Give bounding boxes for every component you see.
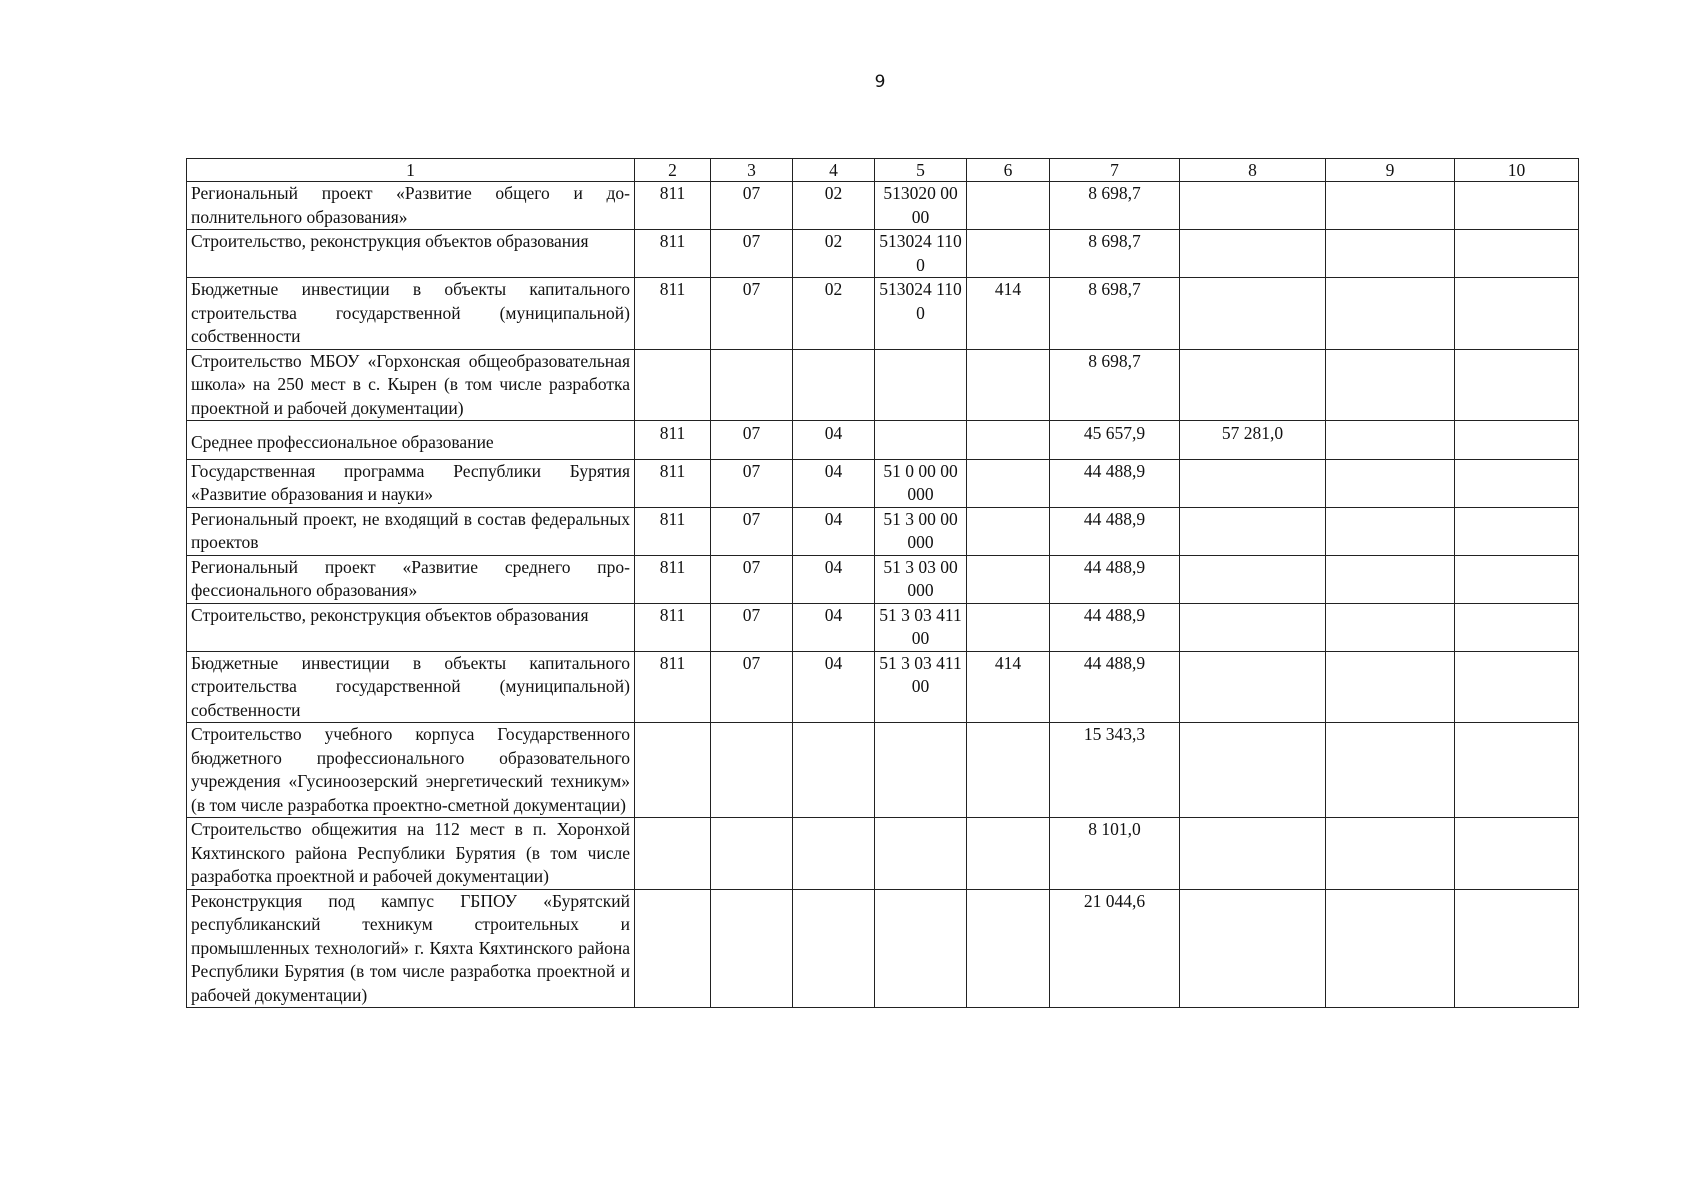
cell-ministry: 811 xyxy=(635,278,711,350)
budget-table xyxy=(186,158,1579,1008)
cell-subsection: 02 xyxy=(793,278,875,350)
cell-target-article xyxy=(875,889,967,1008)
cell-col10 xyxy=(1455,723,1579,818)
cell-amount: 8 101,0 xyxy=(1050,818,1180,890)
cell-col8: 57 281,0 xyxy=(1180,421,1326,460)
table-row xyxy=(187,459,1579,507)
cell-section: 07 xyxy=(711,421,793,460)
cell-section: 07 xyxy=(711,603,793,651)
cell-amount: 8 698,7 xyxy=(1050,182,1180,230)
cell-col10 xyxy=(1455,507,1579,555)
row-name: Региональный проект, не входящий в состав федеральных проектов xyxy=(187,507,635,555)
column-header: 5 xyxy=(875,159,967,182)
cell-col8 xyxy=(1180,230,1326,278)
cell-col10 xyxy=(1455,182,1579,230)
cell-col8 xyxy=(1180,182,1326,230)
cell-subsection xyxy=(793,818,875,890)
cell-target-article: 51 3 03 41100 xyxy=(875,603,967,651)
row-name: Региональный проект «Развитие среднего профессионального образования» xyxy=(187,555,635,603)
cell-amount: 44 488,9 xyxy=(1050,603,1180,651)
cell-col10 xyxy=(1455,421,1579,460)
cell-amount: 8 698,7 xyxy=(1050,278,1180,350)
table-row xyxy=(187,651,1579,723)
cell-subsection: 04 xyxy=(793,421,875,460)
cell-target-article: 513020 0000 xyxy=(875,182,967,230)
cell-col9 xyxy=(1326,230,1455,278)
cell-expense-type xyxy=(967,723,1050,818)
cell-col8 xyxy=(1180,818,1326,890)
cell-amount: 45 657,9 xyxy=(1050,421,1180,460)
cell-col9 xyxy=(1326,651,1455,723)
cell-expense-type: 414 xyxy=(967,651,1050,723)
cell-expense-type xyxy=(967,349,1050,421)
cell-target-article xyxy=(875,818,967,890)
cell-col10 xyxy=(1455,230,1579,278)
cell-subsection: 04 xyxy=(793,555,875,603)
table-row xyxy=(187,421,1579,460)
cell-target-article: 51 0 00 00000 xyxy=(875,459,967,507)
cell-expense-type xyxy=(967,555,1050,603)
cell-col9 xyxy=(1326,278,1455,350)
cell-section: 07 xyxy=(711,230,793,278)
cell-col9 xyxy=(1326,459,1455,507)
cell-col10 xyxy=(1455,818,1579,890)
cell-target-article: 51 3 03 00000 xyxy=(875,555,967,603)
row-name: Государственная программа Республики Бурятия «Развитие образования и науки» xyxy=(187,459,635,507)
row-name: Строительство общежития на 112 мест в п. Хоронхой Кяхтинского района Республики Бурятия (в том числе разработка проектной и рабочей документации) xyxy=(187,818,635,890)
cell-col9 xyxy=(1326,723,1455,818)
header-row xyxy=(187,159,1579,182)
cell-col10 xyxy=(1455,651,1579,723)
column-header: 8 xyxy=(1180,159,1326,182)
cell-expense-type xyxy=(967,603,1050,651)
cell-subsection: 04 xyxy=(793,507,875,555)
cell-subsection: 04 xyxy=(793,651,875,723)
cell-amount: 21 044,6 xyxy=(1050,889,1180,1008)
table-row xyxy=(187,818,1579,890)
cell-ministry: 811 xyxy=(635,603,711,651)
cell-col9 xyxy=(1326,507,1455,555)
cell-expense-type xyxy=(967,182,1050,230)
cell-subsection: 02 xyxy=(793,182,875,230)
cell-section: 07 xyxy=(711,182,793,230)
cell-target-article: 51 3 03 41100 xyxy=(875,651,967,723)
cell-section: 07 xyxy=(711,507,793,555)
cell-col9 xyxy=(1326,182,1455,230)
cell-ministry xyxy=(635,349,711,421)
row-name: Бюджетные инвестиции в объекты капитального строительства государственной (муниципальной) собственности xyxy=(187,651,635,723)
cell-section xyxy=(711,818,793,890)
row-name: Строительство, реконструкция объектов образования xyxy=(187,603,635,651)
cell-ministry: 811 xyxy=(635,651,711,723)
column-header: 3 xyxy=(711,159,793,182)
cell-target-article xyxy=(875,421,967,460)
cell-col10 xyxy=(1455,349,1579,421)
cell-expense-type: 414 xyxy=(967,278,1050,350)
cell-section: 07 xyxy=(711,459,793,507)
cell-amount: 44 488,9 xyxy=(1050,459,1180,507)
cell-ministry: 811 xyxy=(635,507,711,555)
table-row xyxy=(187,182,1579,230)
table-row xyxy=(187,603,1579,651)
table-row xyxy=(187,278,1579,350)
table-row xyxy=(187,723,1579,818)
cell-col10 xyxy=(1455,459,1579,507)
cell-ministry: 811 xyxy=(635,230,711,278)
column-header: 1 xyxy=(187,159,635,182)
row-name: Региональный проект «Развитие общего и дополнительного образования» xyxy=(187,182,635,230)
row-name: Среднее профессиональное образование xyxy=(187,421,635,460)
cell-amount: 15 343,3 xyxy=(1050,723,1180,818)
cell-ministry: 811 xyxy=(635,555,711,603)
cell-section xyxy=(711,349,793,421)
cell-col8 xyxy=(1180,723,1326,818)
cell-target-article: 513024 1100 xyxy=(875,230,967,278)
cell-ministry: 811 xyxy=(635,459,711,507)
column-header: 9 xyxy=(1326,159,1455,182)
cell-col8 xyxy=(1180,349,1326,421)
cell-ministry xyxy=(635,889,711,1008)
table-row xyxy=(187,230,1579,278)
column-header: 10 xyxy=(1455,159,1579,182)
cell-amount: 44 488,9 xyxy=(1050,507,1180,555)
cell-col8 xyxy=(1180,278,1326,350)
cell-col9 xyxy=(1326,349,1455,421)
cell-col10 xyxy=(1455,555,1579,603)
cell-col9 xyxy=(1326,889,1455,1008)
row-name: Строительство учебного корпуса Государственного бюджетного профессионального образовательного учреждения «Гусиноозерский энергетический техникум» (в том числе разработка проектно-сметной документации) xyxy=(187,723,635,818)
cell-subsection xyxy=(793,723,875,818)
row-name: Реконструкция под кампус ГБПОУ «Бурятский республиканский техникум строительных и промышленных технологий» г. Кяхта Кяхтинского района Республики Бурятия (в том числе разработка проектной и рабочей документации) xyxy=(187,889,635,1008)
cell-expense-type xyxy=(967,507,1050,555)
cell-amount: 8 698,7 xyxy=(1050,230,1180,278)
cell-subsection: 04 xyxy=(793,459,875,507)
cell-expense-type xyxy=(967,818,1050,890)
cell-col9 xyxy=(1326,421,1455,460)
cell-section xyxy=(711,723,793,818)
cell-subsection xyxy=(793,349,875,421)
cell-amount: 8 698,7 xyxy=(1050,349,1180,421)
cell-col8 xyxy=(1180,555,1326,603)
cell-col9 xyxy=(1326,603,1455,651)
cell-expense-type xyxy=(967,421,1050,460)
cell-col10 xyxy=(1455,278,1579,350)
row-name: Строительство, реконструкция объектов образования xyxy=(187,230,635,278)
cell-ministry xyxy=(635,723,711,818)
cell-expense-type xyxy=(967,889,1050,1008)
cell-subsection: 04 xyxy=(793,603,875,651)
cell-amount: 44 488,9 xyxy=(1050,651,1180,723)
cell-ministry: 811 xyxy=(635,182,711,230)
row-name: Строительство МБОУ «Горхонская общеобразовательная школа» на 250 мест в с. Кырен (в том числе разработка проектной и рабочей документации) xyxy=(187,349,635,421)
cell-amount: 44 488,9 xyxy=(1050,555,1180,603)
cell-subsection: 02 xyxy=(793,230,875,278)
cell-target-article: 51 3 00 00000 xyxy=(875,507,967,555)
cell-expense-type xyxy=(967,459,1050,507)
cell-section: 07 xyxy=(711,555,793,603)
table-row xyxy=(187,507,1579,555)
cell-section: 07 xyxy=(711,278,793,350)
cell-expense-type xyxy=(967,230,1050,278)
column-header: 7 xyxy=(1050,159,1180,182)
page-number: 9 xyxy=(874,72,886,92)
column-header: 2 xyxy=(635,159,711,182)
cell-subsection xyxy=(793,889,875,1008)
cell-col8 xyxy=(1180,889,1326,1008)
cell-target-article: 513024 1100 xyxy=(875,278,967,350)
table-row xyxy=(187,349,1579,421)
row-name: Бюджетные инвестиции в объекты капитального строительства государственной (муниципальной) собственности xyxy=(187,278,635,350)
column-header: 6 xyxy=(967,159,1050,182)
cell-col8 xyxy=(1180,459,1326,507)
cell-target-article xyxy=(875,723,967,818)
cell-col8 xyxy=(1180,651,1326,723)
cell-col8 xyxy=(1180,507,1326,555)
cell-ministry: 811 xyxy=(635,421,711,460)
cell-section xyxy=(711,889,793,1008)
table-row xyxy=(187,889,1579,1008)
table-row xyxy=(187,555,1579,603)
cell-target-article xyxy=(875,349,967,421)
cell-col9 xyxy=(1326,555,1455,603)
cell-col10 xyxy=(1455,889,1579,1008)
cell-col9 xyxy=(1326,818,1455,890)
cell-ministry xyxy=(635,818,711,890)
cell-col8 xyxy=(1180,603,1326,651)
column-header: 4 xyxy=(793,159,875,182)
cell-section: 07 xyxy=(711,651,793,723)
cell-col10 xyxy=(1455,603,1579,651)
